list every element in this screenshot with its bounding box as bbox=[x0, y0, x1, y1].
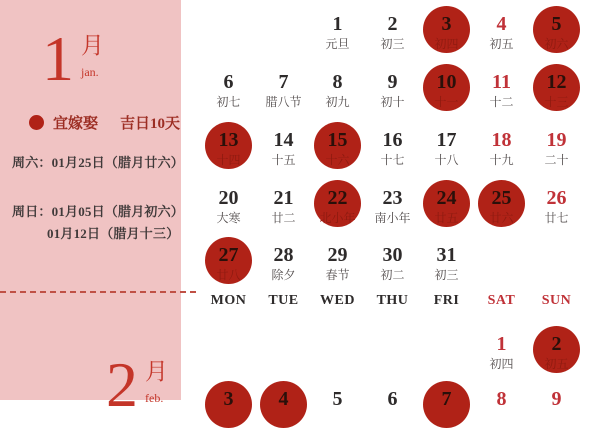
month-number: 1 bbox=[42, 23, 74, 94]
january-day-19 bbox=[529, 128, 584, 168]
weekday-header-sat: SAT bbox=[487, 293, 516, 308]
january-day-11 bbox=[474, 70, 529, 110]
weekday-header-mon: MON bbox=[210, 293, 247, 308]
day-lunar-label: 腊八节 bbox=[265, 95, 302, 109]
january-day-22 bbox=[310, 186, 365, 226]
day-number: 5 bbox=[332, 388, 343, 410]
month-unit-label: 月 bbox=[81, 33, 104, 58]
day-lunar-label: 二十 bbox=[544, 153, 569, 167]
day-number: 16 bbox=[382, 129, 403, 151]
january-day-21 bbox=[256, 186, 311, 226]
day-lunar-label: 初三 bbox=[434, 268, 459, 282]
day-number: 9 bbox=[387, 71, 398, 93]
day-lunar-label: 大寒 bbox=[216, 211, 241, 225]
day-lunar-label: 除夕 bbox=[271, 268, 296, 282]
january-day-7 bbox=[256, 70, 311, 110]
weekday-header-tue: TUE bbox=[268, 293, 299, 308]
january-day-16 bbox=[365, 128, 420, 168]
day-number: 4 bbox=[496, 13, 507, 35]
day-number: 27 bbox=[218, 244, 239, 266]
january-day-9 bbox=[365, 70, 420, 110]
day-number: 25 bbox=[491, 187, 512, 209]
day-lunar-label: 廿二 bbox=[271, 211, 296, 225]
day-number: 7 bbox=[441, 388, 452, 410]
day-number: 3 bbox=[441, 13, 452, 35]
january-day-6 bbox=[201, 70, 256, 110]
day-lunar-label: 初十 bbox=[380, 95, 405, 109]
day-lunar-label: 初四 bbox=[434, 37, 459, 51]
next-month-unit-label: 月 bbox=[145, 359, 168, 384]
day-lunar-label: 十一 bbox=[434, 95, 459, 109]
day-number: 20 bbox=[218, 187, 239, 209]
day-lunar-label: 初七 bbox=[216, 95, 241, 109]
january-day-17 bbox=[419, 128, 474, 168]
day-lunar-label: 北小年 bbox=[319, 211, 356, 225]
day-lunar-label: 初二 bbox=[380, 268, 405, 282]
january-day-1 bbox=[310, 12, 365, 52]
day-number: 6 bbox=[223, 71, 234, 93]
day-number: 22 bbox=[327, 187, 348, 209]
january-day-29 bbox=[310, 243, 365, 283]
day-number: 31 bbox=[436, 244, 457, 266]
day-lunar-label: 廿六 bbox=[489, 211, 514, 225]
legend-count: 吉日10天 bbox=[120, 116, 181, 132]
day-number: 14 bbox=[273, 129, 294, 151]
january-day-14 bbox=[256, 128, 311, 168]
day-number: 15 bbox=[327, 129, 348, 151]
next-month-abbreviation: feb. bbox=[145, 391, 164, 405]
day-number: 8 bbox=[496, 388, 507, 410]
day-lunar-label: 十七 bbox=[380, 153, 405, 167]
january-day-15 bbox=[310, 128, 365, 168]
day-lunar-label: 南小年 bbox=[374, 211, 411, 225]
weekday-header-thu: THU bbox=[376, 293, 409, 308]
day-number: 28 bbox=[273, 244, 294, 266]
day-number: 18 bbox=[491, 129, 512, 151]
day-lunar-label: 十二 bbox=[489, 95, 514, 109]
january-day-28 bbox=[256, 243, 311, 283]
january-day-18 bbox=[474, 128, 529, 168]
january-day-5 bbox=[529, 12, 584, 52]
day-lunar-label: 初四 bbox=[489, 357, 514, 371]
day-lunar-label: 初三 bbox=[380, 37, 405, 51]
day-number: 30 bbox=[382, 244, 403, 266]
day-lunar-label: 初六 bbox=[544, 37, 569, 51]
saturday-dates-line: 周六：01月25日（腊月廿六） bbox=[12, 155, 185, 170]
day-number: 11 bbox=[492, 71, 511, 93]
february-day-1 bbox=[474, 332, 529, 372]
january-day-23 bbox=[365, 186, 420, 226]
day-number: 2 bbox=[551, 333, 562, 355]
day-lunar-label: 元旦 bbox=[325, 37, 350, 51]
month-abbreviation: jan. bbox=[81, 65, 99, 79]
january-day-31 bbox=[419, 243, 474, 283]
legend-label: 宜嫁娶 bbox=[53, 116, 99, 132]
day-number: 23 bbox=[382, 187, 403, 209]
january-day-30 bbox=[365, 243, 420, 283]
sunday-dates-line-1: 周日：01月05日（腊月初六） bbox=[12, 204, 185, 219]
january-day-13 bbox=[201, 128, 256, 168]
january-day-25 bbox=[474, 186, 529, 226]
january-day-4 bbox=[474, 12, 529, 52]
january-day-10 bbox=[419, 70, 474, 110]
day-lunar-label: 初五 bbox=[544, 357, 569, 371]
day-number: 1 bbox=[496, 333, 507, 355]
january-day-12 bbox=[529, 70, 584, 110]
january-day-27 bbox=[201, 243, 256, 283]
day-number: 4 bbox=[278, 388, 289, 410]
day-number: 26 bbox=[546, 187, 567, 209]
january-day-2 bbox=[365, 12, 420, 52]
january-day-26 bbox=[529, 186, 584, 226]
day-number: 12 bbox=[546, 71, 567, 93]
weekday-header-fri: FRI bbox=[433, 293, 460, 308]
weekday-header-wed: WED bbox=[320, 293, 355, 308]
january-day-20 bbox=[201, 186, 256, 226]
january-day-8 bbox=[310, 70, 365, 110]
january-day-3 bbox=[419, 12, 474, 52]
february-day-2 bbox=[529, 332, 584, 372]
day-number: 5 bbox=[551, 13, 562, 35]
day-lunar-label: 初五 bbox=[489, 37, 514, 51]
day-number: 19 bbox=[546, 129, 567, 151]
day-number: 6 bbox=[387, 388, 398, 410]
day-lunar-label: 初九 bbox=[325, 95, 350, 109]
day-number: 21 bbox=[273, 187, 294, 209]
day-lunar-label: 十九 bbox=[489, 153, 514, 167]
day-lunar-label: 十六 bbox=[325, 153, 350, 167]
day-number: 3 bbox=[223, 388, 234, 410]
day-lunar-label: 十四 bbox=[216, 153, 241, 167]
day-number: 8 bbox=[332, 71, 343, 93]
day-number: 2 bbox=[387, 13, 398, 35]
day-lunar-label: 春节 bbox=[325, 268, 350, 282]
weekday-header-sun: SUN bbox=[541, 293, 572, 308]
day-lunar-label: 十五 bbox=[271, 153, 296, 167]
day-number: 24 bbox=[436, 187, 457, 209]
day-lunar-label: 十八 bbox=[434, 153, 459, 167]
day-number: 7 bbox=[278, 71, 289, 93]
day-number: 1 bbox=[332, 13, 343, 35]
day-number: 17 bbox=[436, 129, 457, 151]
sunday-dates-line-2: 01月12日（腊月十三） bbox=[47, 226, 180, 241]
next-month-number: 2 bbox=[106, 349, 138, 420]
day-number: 29 bbox=[327, 244, 348, 266]
january-day-24 bbox=[419, 186, 474, 226]
day-lunar-label: 廿八 bbox=[216, 268, 241, 282]
day-lunar-label: 廿五 bbox=[434, 211, 459, 225]
day-lunar-label: 廿七 bbox=[544, 211, 569, 225]
day-lunar-label: 十三 bbox=[544, 95, 569, 109]
day-number: 13 bbox=[218, 129, 239, 151]
day-number: 9 bbox=[551, 388, 562, 410]
day-number: 10 bbox=[436, 71, 457, 93]
